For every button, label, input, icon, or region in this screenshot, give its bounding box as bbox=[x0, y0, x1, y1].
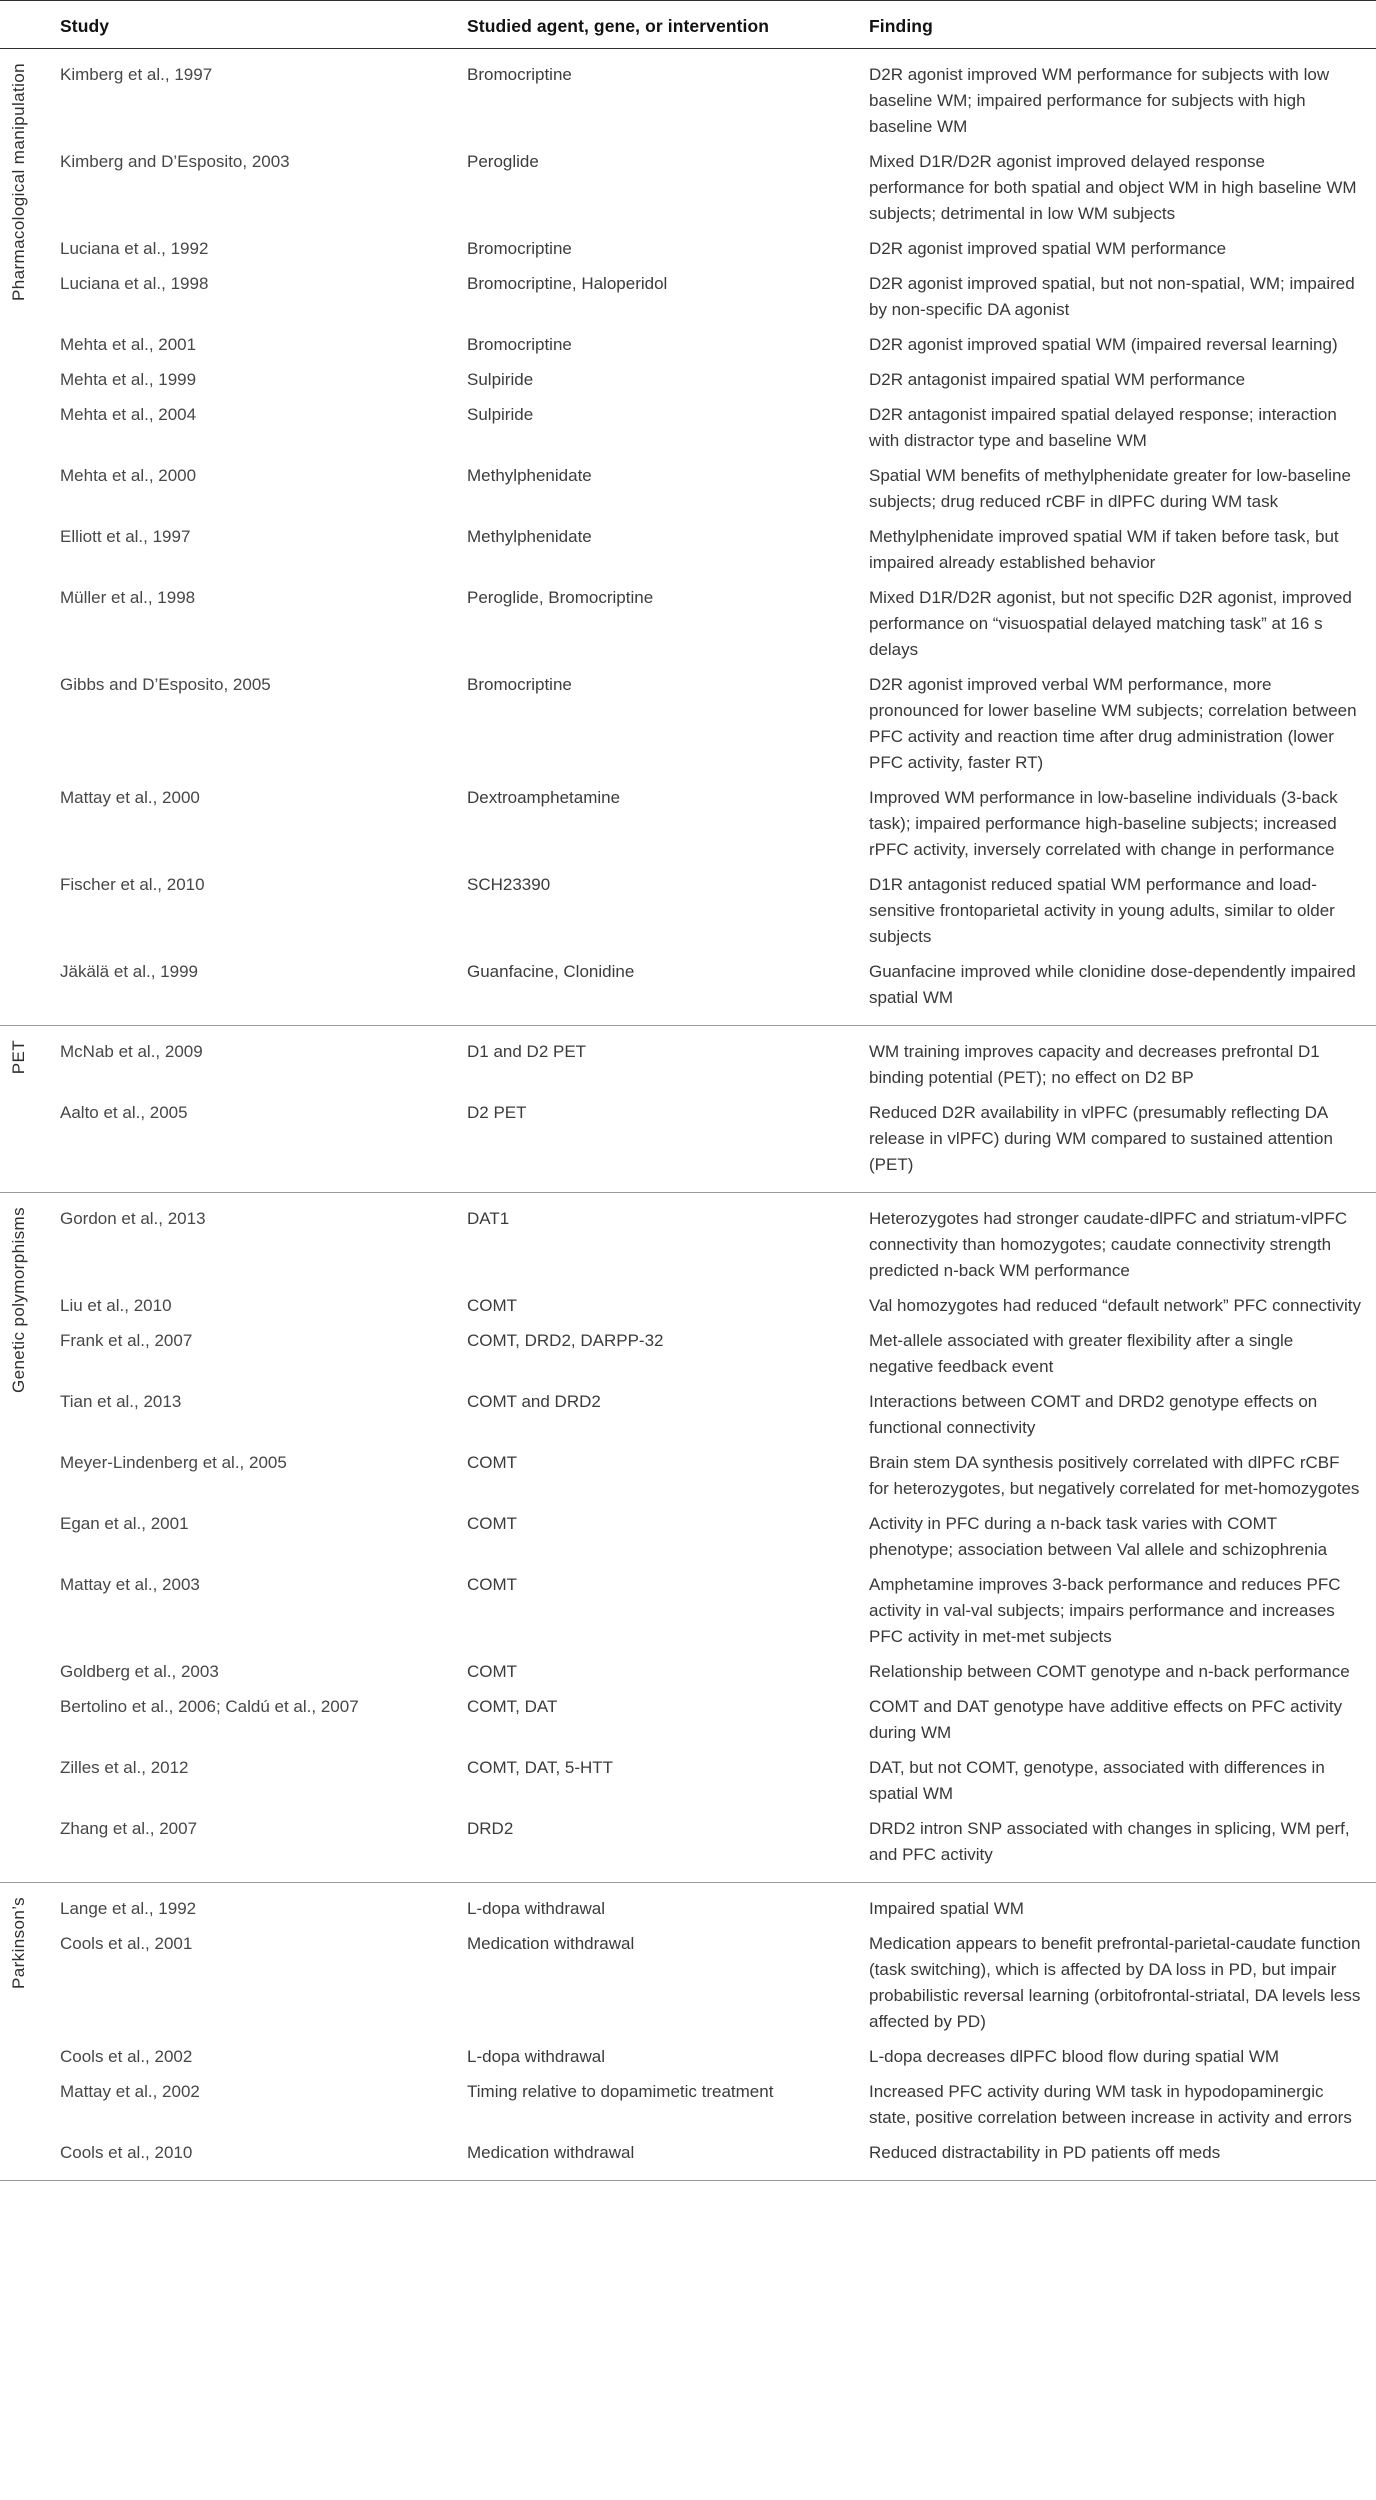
table-row bbox=[60, 145, 1376, 232]
table-section bbox=[0, 1882, 1376, 2180]
table-row bbox=[60, 1035, 1376, 1096]
finding-cell: Mixed D1R/D2R agonist, but not specific D2R agonist, improved performance on “visuospatial delayed matching task” at 16 s delays bbox=[869, 588, 1352, 659]
agent-cell: D1 and D2 PET bbox=[467, 1042, 587, 1061]
study-cell: Fischer et al., 2010 bbox=[60, 875, 205, 894]
agent-cell: Bromocriptine bbox=[467, 65, 572, 84]
agent-cell: Bromocriptine bbox=[467, 335, 572, 354]
table-row bbox=[60, 1446, 1376, 1507]
table-row bbox=[60, 1655, 1376, 1690]
table-header bbox=[60, 1, 1376, 48]
table-row bbox=[60, 328, 1376, 363]
agent-cell: D2 PET bbox=[467, 1103, 527, 1122]
study-cell: Liu et al., 2010 bbox=[60, 1296, 172, 1315]
study-cell: Cools et al., 2002 bbox=[60, 2047, 193, 2066]
table-row bbox=[60, 1927, 1376, 2040]
study-cell: Zilles et al., 2012 bbox=[60, 1758, 189, 1777]
study-cell: Bertolino et al., 2006; Caldú et al., 2007 bbox=[60, 1697, 359, 1716]
study-cell: Luciana et al., 1998 bbox=[60, 274, 209, 293]
study-cell: Lange et al., 1992 bbox=[60, 1899, 197, 1918]
agent-cell: Peroglide, Bromocriptine bbox=[467, 588, 654, 607]
agent-cell: Methylphenidate bbox=[467, 527, 592, 546]
agent-cell: COMT bbox=[467, 1514, 518, 1533]
study-cell: Elliott et al., 1997 bbox=[60, 527, 191, 546]
finding-cell: Heterozygotes had stronger caudate-dlPFC and striatum-vlPFC connectivity than homozygotes; caudate connectivity strength predicted n-back WM performance bbox=[869, 1209, 1348, 1280]
agent-cell: Sulpiride bbox=[467, 370, 534, 389]
agent-cell: COMT bbox=[467, 1575, 518, 1594]
study-cell: Goldberg et al., 2003 bbox=[60, 1662, 219, 1681]
column-header-agent: Studied agent, gene, or intervention bbox=[467, 16, 770, 36]
table-row bbox=[60, 1690, 1376, 1751]
finding-cell: Impaired spatial WM bbox=[869, 1899, 1024, 1918]
finding-cell: Val homozygotes had reduced “default network” PFC connectivity bbox=[869, 1296, 1361, 1315]
agent-cell: COMT, DAT, 5-HTT bbox=[467, 1758, 614, 1777]
study-cell: Cools et al., 2001 bbox=[60, 1934, 193, 1953]
finding-cell: Relationship between COMT genotype and n-back performance bbox=[869, 1662, 1350, 1681]
table-row bbox=[60, 2040, 1376, 2075]
section-label: Parkinson’s bbox=[9, 1897, 28, 1989]
table-row bbox=[60, 459, 1376, 520]
finding-cell: D1R antagonist reduced spatial WM performance and load-sensitive frontoparietal activity in young adults, similar to older subjects bbox=[869, 875, 1335, 946]
table-section bbox=[0, 1025, 1376, 1192]
study-cell: Jäkälä et al., 1999 bbox=[60, 962, 198, 981]
section-rows bbox=[0, 1035, 1376, 1183]
agent-cell: DRD2 bbox=[467, 1819, 514, 1838]
table-row bbox=[60, 781, 1376, 868]
table-row bbox=[60, 1507, 1376, 1568]
table-row bbox=[60, 581, 1376, 668]
column-header-study: Study bbox=[60, 16, 110, 36]
study-cell: Kimberg and D’Esposito, 2003 bbox=[60, 152, 290, 171]
agent-cell: Sulpiride bbox=[467, 405, 534, 424]
finding-cell: Reduced distractability in PD patients off meds bbox=[869, 2143, 1221, 2162]
study-cell: Müller et al., 1998 bbox=[60, 588, 196, 607]
finding-cell: WM training improves capacity and decreases prefrontal D1 binding potential (PET); no effect on D2 BP bbox=[869, 1042, 1320, 1087]
table-bottom-rule bbox=[0, 2180, 1376, 2181]
finding-cell: Spatial WM benefits of methylphenidate greater for low-baseline subjects; drug reduced rCBF in dlPFC during WM task bbox=[869, 466, 1351, 511]
study-cell: Gordon et al., 2013 bbox=[60, 1209, 206, 1228]
agent-cell: Guanfacine, Clonidine bbox=[467, 962, 635, 981]
agent-cell: Peroglide bbox=[467, 152, 539, 171]
study-cell: Meyer-Lindenberg et al., 2005 bbox=[60, 1453, 287, 1472]
finding-cell: Methylphenidate improved spatial WM if taken before task, but impaired already established behavior bbox=[869, 527, 1339, 572]
column-header-finding: Finding bbox=[869, 16, 933, 36]
table-row bbox=[60, 267, 1376, 328]
agent-cell: L-dopa withdrawal bbox=[467, 2047, 605, 2066]
agent-cell: Medication withdrawal bbox=[467, 1934, 635, 1953]
study-cell: Tian et al., 2013 bbox=[60, 1392, 182, 1411]
agent-cell: Bromocriptine, Haloperidol bbox=[467, 274, 668, 293]
finding-cell: Reduced D2R availability in vlPFC (presumably reflecting DA release in vlPFC) during WM compared to sustained attention (PET) bbox=[869, 1103, 1333, 1174]
finding-cell: DAT, but not COMT, genotype, associated with differences in spatial WM bbox=[869, 1758, 1325, 1803]
section-rows bbox=[0, 1202, 1376, 1873]
finding-cell: COMT and DAT genotype have additive effects on PFC activity during WM bbox=[869, 1697, 1343, 1742]
agent-cell: Medication withdrawal bbox=[467, 2143, 635, 2162]
study-cell: Egan et al., 2001 bbox=[60, 1514, 189, 1533]
finding-cell: D2R agonist improved spatial WM (impaired reversal learning) bbox=[869, 335, 1338, 354]
table-row bbox=[60, 1568, 1376, 1655]
study-cell: Cools et al., 2010 bbox=[60, 2143, 193, 2162]
agent-cell: Methylphenidate bbox=[467, 466, 592, 485]
table-row bbox=[60, 232, 1376, 267]
finding-cell: DRD2 intron SNP associated with changes in splicing, WM perf, and PFC activity bbox=[869, 1819, 1350, 1864]
finding-cell: Brain stem DA synthesis positively correlated with dlPFC rCBF for heterozygotes, but negatively correlated for met-homozygotes bbox=[869, 1453, 1360, 1498]
agent-cell: SCH23390 bbox=[467, 875, 551, 894]
finding-cell: D2R agonist improved WM performance for subjects with low baseline WM; impaired performance for subjects with high baseline WM bbox=[869, 65, 1330, 136]
study-cell: Gibbs and D’Esposito, 2005 bbox=[60, 675, 271, 694]
agent-cell: Timing relative to dopamimetic treatment bbox=[467, 2082, 774, 2101]
table-row bbox=[60, 2075, 1376, 2136]
table-row bbox=[60, 668, 1376, 781]
table-body bbox=[0, 49, 1376, 2180]
study-cell: Mehta et al., 2000 bbox=[60, 466, 197, 485]
finding-cell: D2R agonist improved spatial, but not non-spatial, WM; impaired by non-specific DA agonist bbox=[869, 274, 1355, 319]
agent-cell: Bromocriptine bbox=[467, 675, 572, 694]
table-row bbox=[60, 1812, 1376, 1873]
finding-cell: D2R antagonist impaired spatial delayed response; interaction with distractor type and baseline WM bbox=[869, 405, 1337, 450]
table-row bbox=[60, 58, 1376, 145]
finding-cell: Met-allele associated with greater flexibility after a single negative feedback event bbox=[869, 1331, 1294, 1376]
section-label: Pharmacological manipulation bbox=[9, 63, 28, 301]
table-row bbox=[60, 1385, 1376, 1446]
study-cell: Zhang et al., 2007 bbox=[60, 1819, 198, 1838]
table-row bbox=[60, 868, 1376, 955]
finding-cell: Improved WM performance in low-baseline individuals (3-back task); impaired performance high-baseline subjects; increased rPFC activity, inversely correlated with change in performance bbox=[869, 788, 1338, 859]
agent-cell: COMT and DRD2 bbox=[467, 1392, 601, 1411]
study-cell: Mehta et al., 1999 bbox=[60, 370, 197, 389]
table-row bbox=[60, 1289, 1376, 1324]
study-cell: Mehta et al., 2001 bbox=[60, 335, 197, 354]
finding-cell: Mixed D1R/D2R agonist improved delayed response performance for both spatial and object WM in high baseline WM subjects; detrimental in low WM subjects bbox=[869, 152, 1357, 223]
study-cell: Mattay et al., 2002 bbox=[60, 2082, 200, 2101]
table-row bbox=[60, 2136, 1376, 2171]
finding-cell: Interactions between COMT and DRD2 genotype effects on functional connectivity bbox=[869, 1392, 1318, 1437]
table-row bbox=[60, 1202, 1376, 1289]
finding-cell: Medication appears to benefit prefrontal-parietal-caudate function (task switching), which is affected by DA loss in PD, but impair probabilistic reversal learning (orbitofrontal-striatal, DA levels less affected by PD) bbox=[869, 1934, 1361, 2031]
finding-cell: L-dopa decreases dlPFC blood flow during spatial WM bbox=[869, 2047, 1280, 2066]
finding-cell: Increased PFC activity during WM task in hypodopaminergic state, positive correlation between increase in activity and errors bbox=[869, 2082, 1352, 2127]
agent-cell: Dextroamphetamine bbox=[467, 788, 621, 807]
agent-cell: COMT bbox=[467, 1662, 518, 1681]
table-section bbox=[0, 49, 1376, 1025]
table-row bbox=[60, 955, 1376, 1016]
table-row bbox=[60, 520, 1376, 581]
table-row bbox=[60, 363, 1376, 398]
table-row bbox=[60, 1751, 1376, 1812]
section-rows bbox=[0, 1892, 1376, 2171]
study-cell: Mehta et al., 2004 bbox=[60, 405, 197, 424]
finding-cell: Activity in PFC during a n-back task varies with COMT phenotype; association between Val allele and schizophrenia bbox=[869, 1514, 1328, 1559]
finding-cell: Guanfacine improved while clonidine dose-dependently impaired spatial WM bbox=[869, 962, 1356, 1007]
table-row bbox=[60, 1096, 1376, 1183]
finding-cell: D2R agonist improved verbal WM performance, more pronounced for lower baseline WM subjects; correlation between PFC activity and reaction time after drug administration (lower PFC activity, faster RT) bbox=[869, 675, 1357, 772]
study-cell: Frank et al., 2007 bbox=[60, 1331, 193, 1350]
study-cell: Aalto et al., 2005 bbox=[60, 1103, 188, 1122]
study-cell: Kimberg et al., 1997 bbox=[60, 65, 213, 84]
table-section bbox=[0, 1192, 1376, 1882]
finding-cell: D2R antagonist impaired spatial WM performance bbox=[869, 370, 1246, 389]
section-label: Genetic polymorphisms bbox=[9, 1207, 28, 1394]
finding-cell: D2R agonist improved spatial WM performance bbox=[869, 239, 1227, 258]
study-cell: Mattay et al., 2000 bbox=[60, 788, 200, 807]
table-row bbox=[60, 1892, 1376, 1927]
study-cell: Luciana et al., 1992 bbox=[60, 239, 209, 258]
agent-cell: L-dopa withdrawal bbox=[467, 1899, 605, 1918]
agent-cell: Bromocriptine bbox=[467, 239, 572, 258]
agent-cell: COMT bbox=[467, 1453, 518, 1472]
agent-cell: COMT, DAT bbox=[467, 1697, 558, 1716]
agent-cell: DAT1 bbox=[467, 1209, 510, 1228]
agent-cell: COMT bbox=[467, 1296, 518, 1315]
study-cell: Mattay et al., 2003 bbox=[60, 1575, 200, 1594]
study-cell: McNab et al., 2009 bbox=[60, 1042, 203, 1061]
agent-cell: COMT, DRD2, DARPP-32 bbox=[467, 1331, 664, 1350]
table-row bbox=[60, 1324, 1376, 1385]
section-rows bbox=[0, 58, 1376, 1016]
section-label: PET bbox=[9, 1040, 28, 1075]
table-row bbox=[60, 398, 1376, 459]
finding-cell: Amphetamine improves 3-back performance and reduces PFC activity in val-val subjects; impairs performance and increases PFC activity in met-met subjects bbox=[869, 1575, 1341, 1646]
